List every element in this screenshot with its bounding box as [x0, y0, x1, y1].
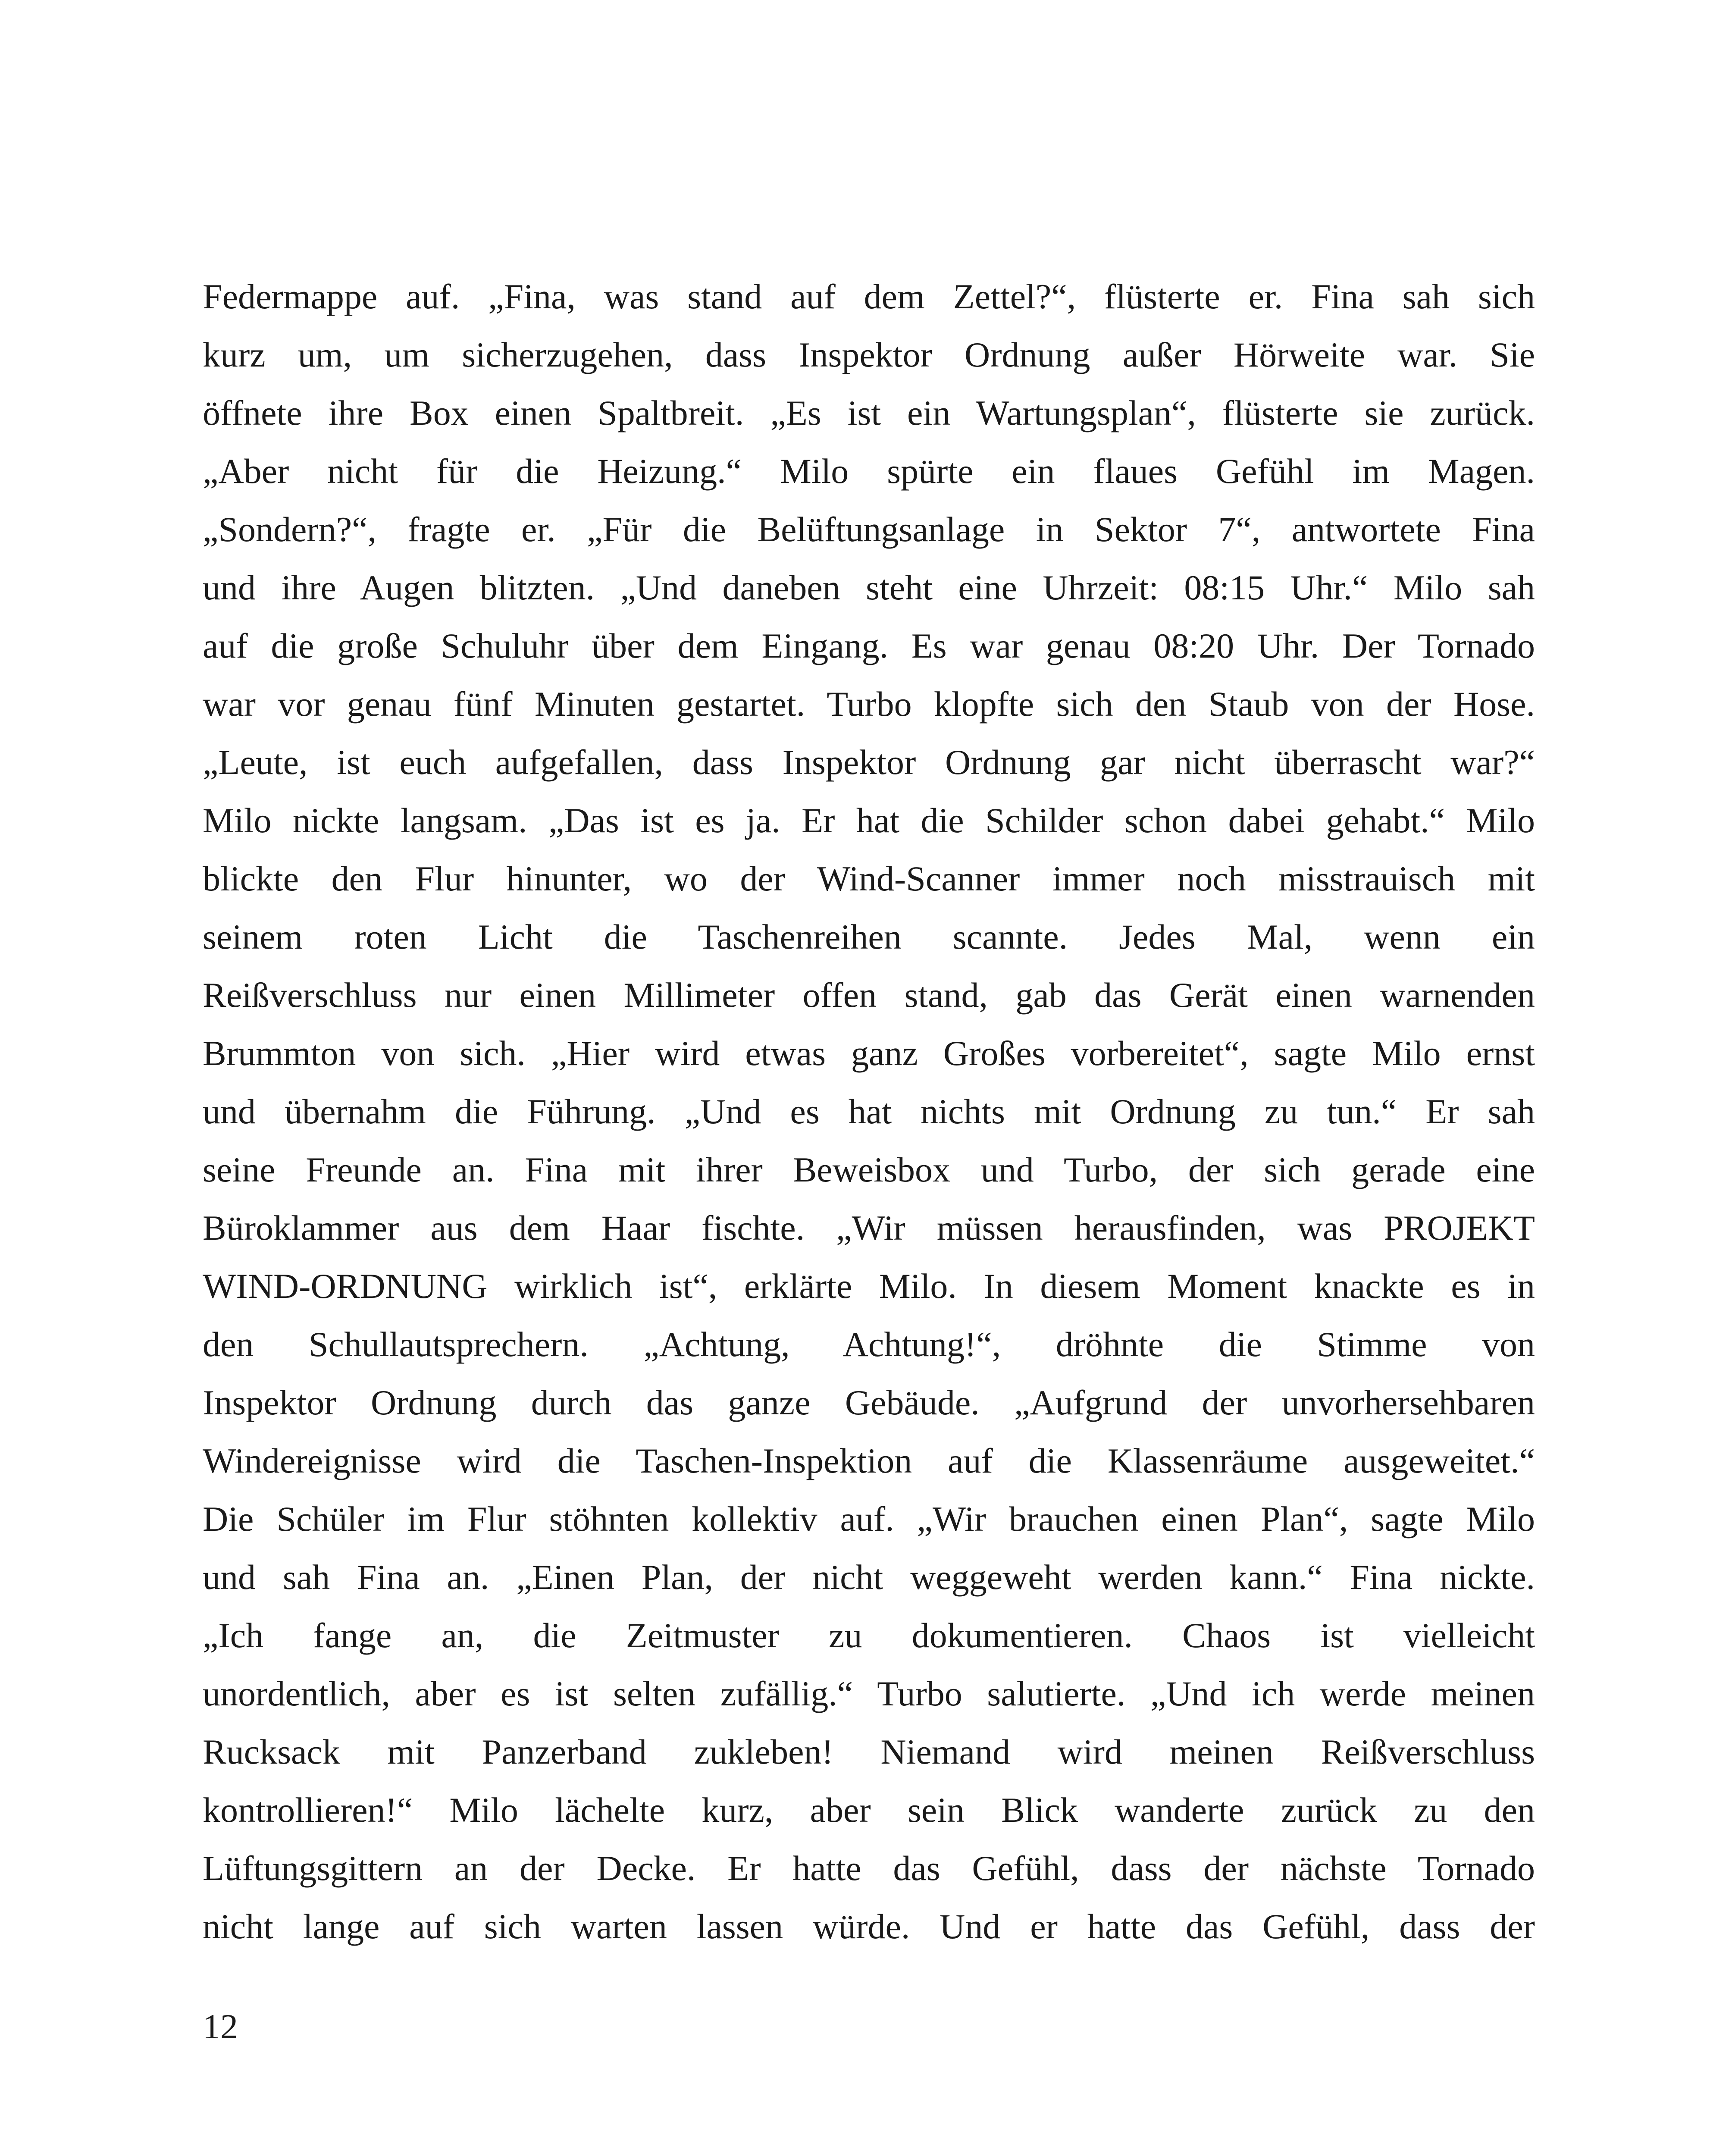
- text-line: „Sondern?“, fragte er. „Für die Belüftungsanlage in Sektor 7“, antwortete Fina: [203, 510, 1535, 549]
- text-line: blickte den Flur hinunter, wo der Wind-Scanner immer noch misstrauisch mit: [203, 859, 1535, 898]
- text-line: Lüftungsgittern an der Decke. Er hatte das Gefühl, dass der nächste Tornado: [203, 1849, 1535, 1888]
- text-line: „Leute, ist euch aufgefallen, dass Inspektor Ordnung gar nicht überrascht war?“: [203, 743, 1535, 782]
- text-line: Brummton von sich. „Hier wird etwas ganz Großes vorbereitet“, sagte Milo ernst: [203, 1034, 1535, 1073]
- text-line: Federmappe auf. „Fina, was stand auf dem Zettel?“, flüsterte er. Fina sah sich: [203, 277, 1535, 316]
- text-line: auf die große Schuluhr über dem Eingang. Es war genau 08:20 Uhr. Der Tornado: [203, 626, 1535, 665]
- text-line: war vor genau fünf Minuten gestartet. Turbo klopfte sich den Staub von der Hose.: [203, 684, 1535, 724]
- text-line: Milo nickte langsam. „Das ist es ja. Er hat die Schilder schon dabei gehabt.“ Milo: [203, 801, 1535, 840]
- text-line: Rucksack mit Panzerband zukleben! Niemand wird meinen Reißverschluss: [203, 1732, 1535, 1771]
- text-line: unordentlich, aber es ist selten zufällig.“ Turbo salutierte. „Und ich werde meinen: [203, 1674, 1535, 1713]
- text-line: Reißverschluss nur einen Millimeter offen stand, gab das Gerät einen warnenden: [203, 975, 1535, 1015]
- page-number: 12: [203, 2007, 238, 2046]
- text-line: und sah Fina an. „Einen Plan, der nicht weggeweht werden kann.“ Fina nickte.: [203, 1557, 1535, 1597]
- text-line: und ihre Augen blitzten. „Und daneben steht eine Uhrzeit: 08:15 Uhr.“ Milo sah: [203, 568, 1535, 607]
- text-line: und übernahm die Führung. „Und es hat nichts mit Ordnung zu tun.“ Er sah: [203, 1092, 1535, 1131]
- text-line: kontrollieren!“ Milo lächelte kurz, aber sein Blick wanderte zurück zu den: [203, 1790, 1535, 1830]
- text-line: WIND-ORDNUNG wirklich ist“, erklärte Milo. In diesem Moment knackte es in: [203, 1266, 1535, 1306]
- text-line: seinem roten Licht die Taschenreihen scannte. Jedes Mal, wenn ein: [203, 917, 1535, 956]
- text-line: öffnete ihre Box einen Spaltbreit. „Es ist ein Wartungsplan“, flüsterte sie zurück.: [203, 393, 1535, 432]
- text-line: Büroklammer aus dem Haar fischte. „Wir müssen herausfinden, was PROJEKT: [203, 1208, 1535, 1247]
- body-text: [203, 267, 1535, 1955]
- text-line: „Aber nicht für die Heizung.“ Milo spürte ein flaues Gefühl im Magen.: [203, 451, 1535, 491]
- text-line: seine Freunde an. Fina mit ihrer Beweisbox und Turbo, der sich gerade eine: [203, 1150, 1535, 1189]
- text-line: Windereignisse wird die Taschen-Inspektion auf die Klassenräume ausgeweitet.“: [203, 1441, 1535, 1480]
- text-line: Die Schüler im Flur stöhnten kollektiv auf. „Wir brauchen einen Plan“, sagte Milo: [203, 1499, 1535, 1539]
- text-line: nicht lange auf sich warten lassen würde. Und er hatte das Gefühl, dass der: [203, 1907, 1535, 1946]
- text-line: kurz um, um sicherzugehen, dass Inspektor Ordnung außer Hörweite war. Sie: [203, 335, 1535, 374]
- text-line: „Ich fange an, die Zeitmuster zu dokumentieren. Chaos ist vielleicht: [203, 1616, 1535, 1655]
- text-line: Inspektor Ordnung durch das ganze Gebäude. „Aufgrund der unvorhersehbaren: [203, 1383, 1535, 1422]
- text-line: den Schullautsprechern. „Achtung, Achtung!“, dröhnte die Stimme von: [203, 1325, 1535, 1364]
